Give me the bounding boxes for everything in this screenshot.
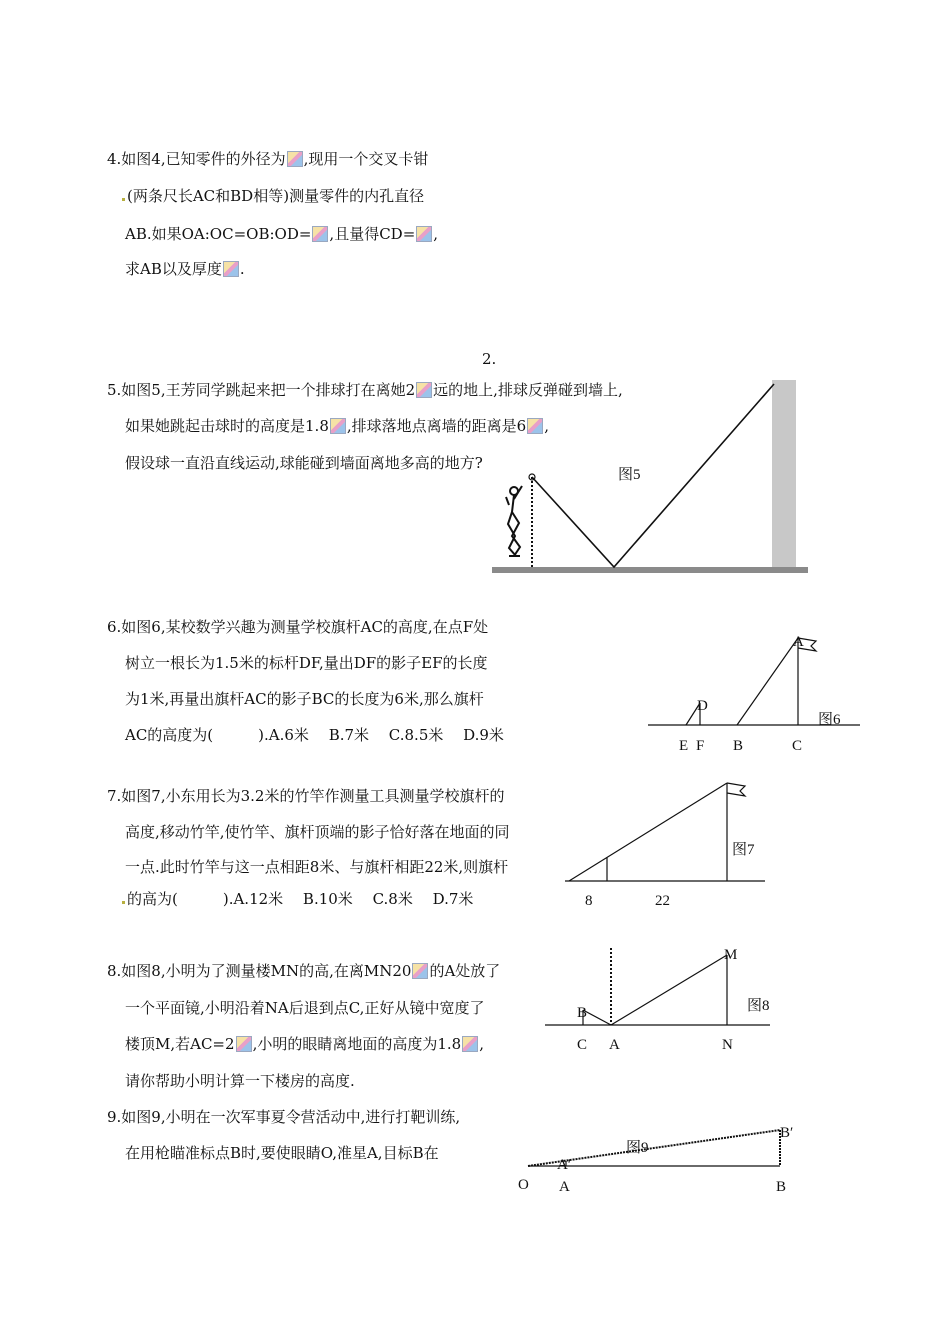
q6-line-3: 为1米,再量出旗杆AC的影子BC的长度为6米,那么旗杆 (125, 690, 484, 708)
figure-6 (648, 638, 860, 725)
fig9-point-b-prime: B′ (780, 1125, 794, 1141)
fig7-label: 图7 (732, 842, 755, 858)
fig6-point-f: F (696, 738, 705, 754)
fig6-flag-icon (798, 638, 816, 651)
q7-line-2: 高度,移动竹竿,使竹竿、旗杆顶端的影子恰好落在地面的同 (125, 823, 510, 841)
q5-text: , (544, 417, 549, 435)
q8-text: 的A处放了 (429, 962, 501, 980)
fig6-point-a: A (793, 634, 804, 650)
fig9-sight-line (528, 1130, 780, 1166)
fig8-label: 图8 (747, 998, 770, 1014)
q6-line-4: AC的高度为( ).A.6米 B.7米 C.8.5米 D.9米 (125, 726, 504, 744)
q9-line-2: 在用枪瞄准标点B时,要使眼睛O,准星A,目标B在 (125, 1144, 439, 1162)
q4-text: , (433, 225, 439, 243)
q6-line-2: 树立一根长为1.5米的标杆DF,量出DF的影子EF的长度 (125, 654, 488, 672)
q8-text: 楼顶M,若AC=2 (125, 1035, 235, 1053)
q8-text: ,小明的眼睛离地面的高度为1.8 (252, 1035, 462, 1053)
q4-text: 求AB以及厚度 (125, 260, 222, 278)
fig5-label: 图5 (618, 467, 641, 483)
fig8-point-n: N (722, 1037, 733, 1053)
fig8-point-b: B (577, 1005, 588, 1021)
fig8-ray-ba (583, 1010, 611, 1025)
figure-5 (492, 380, 808, 573)
figure-9 (528, 1130, 780, 1166)
fig7-seg-22: 22 (655, 893, 670, 909)
q5-text: 远的地上,排球反弹碰到墙上, (433, 381, 623, 399)
fig8-ray-am (611, 955, 727, 1025)
fig6-shadow-ray (737, 638, 798, 725)
q4-text: 4.如图4,已知零件的外径为 (107, 150, 286, 168)
q4-text: (两条尺长AC和BD相等)测量零件的内孔直径 (127, 187, 425, 205)
fig9-point-b: B (776, 1179, 787, 1195)
q6-line-1: 6.如图6,某校数学兴趣为测量学校旗杆AC的高度,在点F处 (107, 618, 489, 636)
q9-line-1: 9.如图9,小明在一次军事夏令营活动中,进行打靶训练, (107, 1108, 461, 1126)
fig9-point-a-prime: A′ (557, 1157, 572, 1173)
q4-text: ,现用一个交叉卡钳 (303, 150, 429, 168)
fig6-ef-shadow (686, 703, 700, 725)
q5-text: 5.如图5,王芳同学跳起来把一个排球打在离她2 (107, 381, 416, 399)
q5-text: ,排球落地点离墙的距离是6 (346, 417, 527, 435)
q7-line-1: 7.如图7,小东用长为3.2米的竹竿作测量工具测量学校旗杆的 (107, 787, 505, 805)
fig9-label: 图9 (626, 1140, 649, 1156)
q5-line-3: 假设球一直沿直线运动,球能碰到墙面离地多高的地方? (125, 454, 483, 472)
fig7-seg-8: 8 (585, 893, 593, 909)
fig6-point-b: B (733, 738, 744, 754)
q8-text: , (479, 1035, 484, 1053)
fig5-wall (772, 380, 796, 570)
q4-text: . (239, 260, 245, 278)
fig8-point-a: A (609, 1037, 620, 1053)
q4-text: ,且量得CD= (329, 225, 416, 243)
fig8-point-m: M (724, 947, 738, 963)
figure-8 (545, 948, 770, 1025)
fig5-ball-path (532, 384, 774, 567)
q8-line-4: 请你帮助小明计算一下楼房的高度. (125, 1072, 355, 1090)
fig5-girl-icon (506, 486, 522, 556)
fig7-flag-icon (727, 783, 745, 796)
fig6-point-d: D (697, 698, 708, 714)
q8-text: 8.如图8,小明为了测量楼MN的高,在离MN20 (107, 962, 412, 980)
q7-text: 的高为( ).A.12米 B.10米 C.8米 D.7米 (127, 890, 474, 908)
q7-line-3: 一点.此时竹竿与这一点相距8米、与旗杆相距22米,则旗杆 (125, 858, 509, 876)
q5-text: 如果她跳起击球时的高度是1.8 (125, 417, 329, 435)
fig8-point-c: C (577, 1037, 588, 1053)
fig5-ground (492, 567, 808, 573)
q4-text: AB.如果OA:OC=OB:OD= (125, 225, 312, 243)
q8-line-2: 一个平面镜,小明沿着NA后退到点C,正好从镜中宽度了 (125, 999, 485, 1017)
fig6-point-c: C (792, 738, 803, 754)
page-number: 2. (482, 350, 497, 368)
fig9-point-o: O (518, 1177, 529, 1193)
fig6-label: 图6 (818, 712, 841, 728)
fig7-shadow-ray (569, 783, 727, 881)
fig6-point-e: E (679, 738, 689, 754)
figure-7 (565, 783, 765, 881)
fig9-point-a: A (559, 1179, 570, 1195)
